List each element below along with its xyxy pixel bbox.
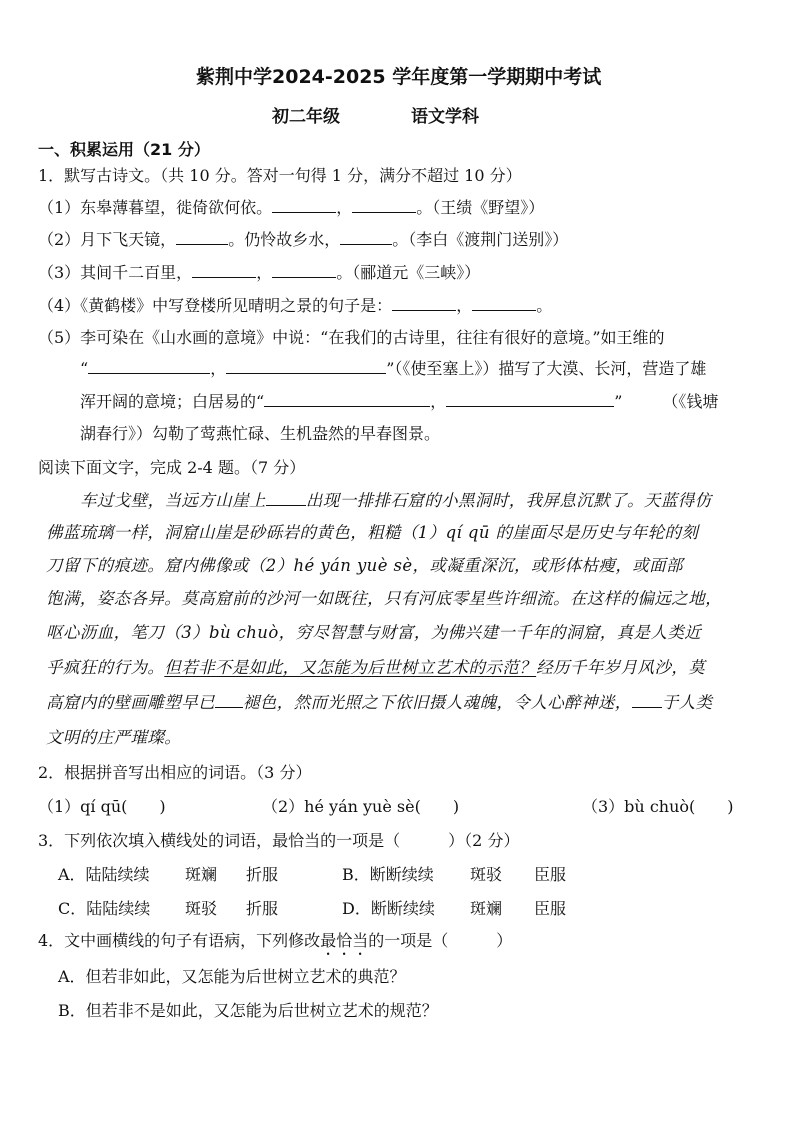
- grade-label: 初二年级: [272, 107, 340, 127]
- option-3b[interactable]: B．断断续续 斑驳 臣服: [342, 865, 567, 884]
- answer-blank[interactable]: [192, 262, 256, 278]
- option-3c[interactable]: C．陆陆续续 斑驳 折服: [58, 899, 279, 918]
- answer-blank[interactable]: [226, 358, 386, 374]
- question-2-stem: 2．根据拼音写出相应的词语。（3 分）: [38, 763, 312, 782]
- option-4b[interactable]: B．但若非不是如此，又怎能为后世树立艺术的规范？: [58, 1001, 438, 1020]
- passage-line-3: 刀留下的痕迹。窟内佛像或（2）hé yán yuè sè，或凝重深沉，或形体枯瘦，或面部: [46, 556, 683, 575]
- passage-line-2: 佛蓝琉璃一样，洞窟山崖是砂砾岩的黄色，粗糙（1）qí qū 的崖面尽是历史与年轮的刻: [46, 523, 699, 542]
- answer-blank[interactable]: [472, 295, 536, 311]
- answer-blank[interactable]: [446, 391, 614, 407]
- answer-blank[interactable]: [392, 295, 456, 311]
- question-2-item-3: （3）bù chuò( ): [582, 797, 734, 816]
- question-2-item-2: （2）hé yán yuè sè( ): [262, 797, 460, 816]
- answer-blank[interactable]: [272, 197, 336, 213]
- passage-line-4: 饱满，姿态各异。莫高窟前的沙河一如既往，只有河底零星些许细流。在这样的偏远之地，: [46, 589, 722, 608]
- option-3d[interactable]: D．断断续续 斑斓 臣服: [342, 899, 567, 918]
- question-4-stem: 4．文中画横线的句子有语病，下列修改最恰当的一项是（ ）: [38, 931, 513, 950]
- question-1-item-3: （3）其间千二百里， ， 。（郦道元《三峡》）: [38, 263, 481, 282]
- passage-blank[interactable]: [215, 692, 243, 708]
- question-1-item-1: （1）东皋薄暮望，徙倚欲何依。 ， 。（王绩《野望》）: [38, 198, 545, 217]
- question-1-item-5-line-1: （5）李可染在《山水画的意境》中说：“在我们的古诗里，往往有很好的意境。”如王维的: [38, 328, 665, 347]
- passage-line-1: 车过戈壁，当远方山崖上 出现一排排石窟的小黑洞时，我屏息沉默了。天蓝得仿: [80, 491, 712, 510]
- subject-label: 语文学科: [411, 107, 479, 127]
- answer-blank[interactable]: [176, 229, 228, 245]
- answer-blank[interactable]: [264, 391, 430, 407]
- passage-blank[interactable]: [266, 490, 306, 506]
- option-3a[interactable]: A．陆陆续续 斑斓 折服: [58, 865, 279, 884]
- option-4a[interactable]: A．但若非如此，又怎能为后世树立艺术的典范？: [58, 967, 406, 986]
- question-1-item-5-line-4: 湖春行》）勾勒了莺燕忙碌、生机盎然的早春图景。: [80, 424, 441, 443]
- question-1-item-5-line-3: 浑开阔的意境；白居易的“ ， ” （《钱塘: [80, 392, 719, 411]
- passage-line-8: 文明的庄严璀璨。: [46, 728, 182, 747]
- question-1-item-2: （2）月下飞天镜， 。仍怜故乡水， 。（李白《渡荆门送别》）: [38, 230, 569, 249]
- section-heading: 一、积累运用（21 分）: [38, 140, 210, 159]
- reading-intro: 阅读下面文字，完成 2-4 题。（7 分）: [38, 458, 306, 477]
- passage-line-6: 乎疯狂的行为。但若非不是如此，又怎能为后世树立艺术的示范？经历千年岁月风沙，莫: [46, 658, 706, 677]
- answer-blank[interactable]: [352, 197, 416, 213]
- question-2-item-1: （1）qí qū( ): [38, 797, 166, 816]
- answer-blank[interactable]: [340, 229, 392, 245]
- question-1-item-5-line-2: “ ， ”（《使至塞上》）描写了大漠、长河，营造了雄: [80, 359, 707, 378]
- question-1-item-4: （4）《黄鹤楼》中写登楼所见晴明之景的句子是： ， 。: [38, 296, 553, 315]
- question-3-stem: 3．下列依次填入横线处的词语，最恰当的一项是（ ）（2 分）: [38, 831, 520, 850]
- emphasized-word: 最恰当: [320, 931, 369, 950]
- answer-blank[interactable]: [272, 262, 336, 278]
- question-1-stem: 1．默写古诗文。（共 10 分。答对一句得 1 分，满分不超过 10 分）: [38, 166, 522, 185]
- underlined-sentence: 但若非不是如此，又怎能为后世树立艺术的示范？: [164, 658, 537, 677]
- passage-blank[interactable]: [632, 692, 662, 708]
- passage-line-5: 呕心沥血，笔刀（3）bù chuò，穷尽智慧与财富，为佛兴建一千年的洞窟，真是人类近: [46, 623, 702, 642]
- passage-line-7: 高窟内的壁画雕塑早已 褪色，然而光照之下依旧摄人魂魄，令人心醉神迷， 于人类: [46, 693, 713, 712]
- exam-title: 紫荆中学2024-2025 学年度第一学期期中考试: [196, 66, 602, 88]
- answer-blank[interactable]: [88, 358, 210, 374]
